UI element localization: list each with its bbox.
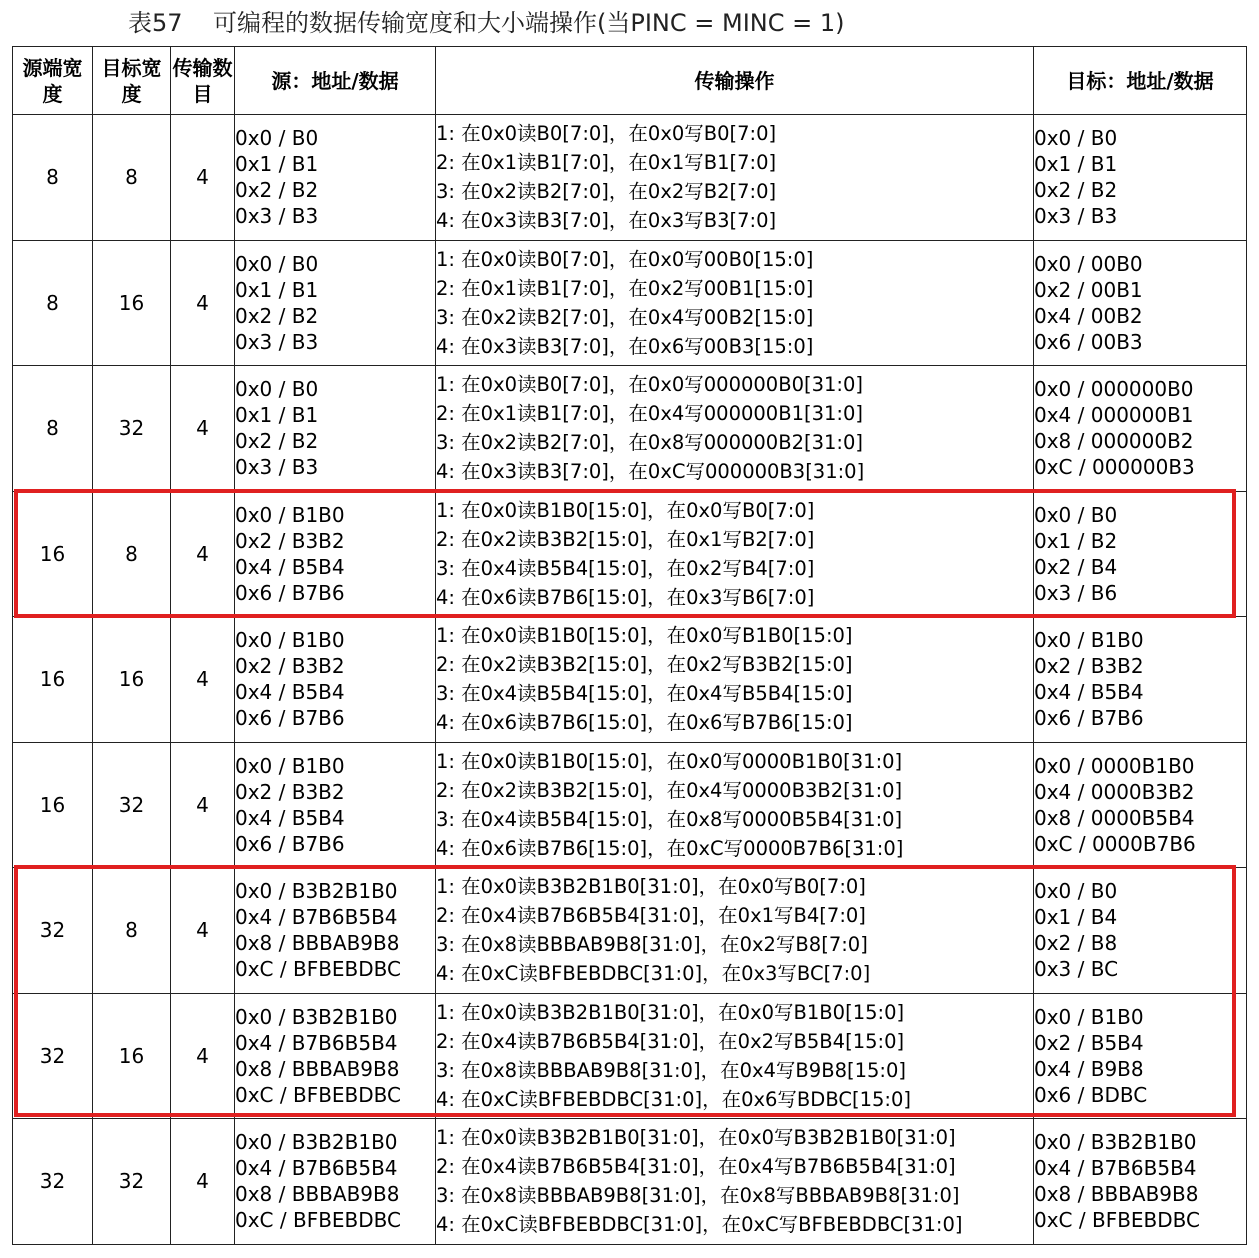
caption-text: 可编程的数据传输宽度和大小端操作(当PINC = MINC = 1) [213,9,845,37]
dst-line: 0x6 / B7B6 [1034,706,1144,731]
src-data-cell [235,491,436,617]
dst-line: 0x0 / B3B2B1B0 [1034,1130,1197,1155]
count-cell: 4 [171,868,235,994]
dst-line: 0x4 / B9B8 [1034,1056,1144,1081]
dst-width-cell: 32 [93,742,171,868]
ops-cell [436,366,1034,492]
op-line: 3: 在0x2读B2[7:0]，在0x8写000000B2[31:0] [436,431,863,455]
op-line: 4: 在0x3读B3[7:0]，在0x6写00B3[15:0] [436,334,814,358]
dst-line: 0x4 / 00B2 [1034,303,1143,328]
src-line: 0x0 / B3B2B1B0 [235,1130,398,1155]
src-line: 0x2 / B2 [235,178,319,203]
dst-line: 0x0 / B1B0 [1034,628,1144,653]
dst-line: 0x2 / B8 [1034,931,1118,956]
op-line: 1: 在0x0读B0[7:0]，在0x0写B0[7:0] [436,122,777,146]
dst-line: 0x8 / 0000B5B4 [1034,805,1195,830]
src-line: 0x8 / BBBAB9B8 [235,1182,400,1207]
ops-cell [436,240,1034,366]
header-count: 传输数目 [171,47,235,115]
dst-line: 0x3 / B6 [1034,580,1118,605]
transfer-table [12,46,1247,1245]
dst-line: 0x0 / B0 [1034,502,1118,527]
dst-line: 0x0 / 0000B1B0 [1034,753,1195,778]
op-line: 3: 在0x4读B5B4[15:0]，在0x4写B5B4[15:0] [436,682,853,706]
dst-line: 0x4 / B5B4 [1034,680,1144,705]
table-row [13,491,1247,617]
dst-data-cell [1034,115,1247,241]
dst-data-cell [1034,240,1247,366]
table-row [13,993,1247,1119]
dst-width-cell: 16 [93,993,171,1119]
count-cell: 4 [171,742,235,868]
dst-line: 0x8 / BBBAB9B8 [1034,1182,1199,1207]
src-line: 0x8 / BBBAB9B8 [235,1056,400,1081]
src-line: 0xC / BFBEBDBC [235,1082,402,1107]
src-data-cell [235,868,436,994]
src-line: 0x0 / B1B0 [235,502,345,527]
dst-line: 0x1 / B2 [1034,528,1118,553]
src-width-cell: 16 [13,491,93,617]
op-line: 2: 在0x1读B1[7:0]，在0x1写B1[7:0] [436,151,777,175]
dst-data-cell [1034,491,1247,617]
src-line: 0x2 / B3B2 [235,528,345,553]
op-line: 1: 在0x0读B0[7:0]，在0x0写000000B0[31:0] [436,373,863,397]
op-line: 3: 在0x8读BBBAB9B8[31:0]，在0x2写B8[7:0] [436,933,868,957]
dst-line: 0x0 / 00B0 [1034,251,1143,276]
src-line: 0x3 / B3 [235,204,319,229]
table-caption [0,0,1259,48]
op-line: 2: 在0x1读B1[7:0]，在0x4写000000B1[31:0] [436,402,863,426]
op-line: 1: 在0x0读B0[7:0]，在0x0写00B0[15:0] [436,247,814,271]
dst-line: 0xC / 000000B3 [1034,455,1195,480]
src-width-cell: 32 [13,993,93,1119]
op-line: 2: 在0x4读B7B6B5B4[31:0]，在0x4写B7B6B5B4[31:0] [436,1155,956,1179]
count-cell: 4 [171,993,235,1119]
op-line: 1: 在0x0读B1B0[15:0]，在0x0写0000B1B0[31:0] [436,749,903,773]
dst-data-cell [1034,742,1247,868]
table-row [13,617,1247,743]
op-line: 4: 在0xC读BFBEBDBC[31:0]，在0x3写BC[7:0] [436,962,871,986]
dst-line: 0x2 / B5B4 [1034,1030,1144,1055]
ops-cell [436,1119,1034,1245]
src-line: 0x2 / B2 [235,303,319,328]
dst-line: 0x4 / B7B6B5B4 [1034,1156,1197,1181]
op-line: 2: 在0x2读B3B2[15:0]，在0x2写B3B2[15:0] [436,653,853,677]
src-line: 0x2 / B2 [235,429,319,454]
count-cell: 4 [171,617,235,743]
src-line: 0x3 / B3 [235,329,319,354]
src-line: 0x0 / B1B0 [235,628,345,653]
dst-line: 0x0 / B0 [1034,126,1118,151]
src-line: 0x0 / B0 [235,377,319,402]
op-line: 2: 在0x2读B3B2[15:0]，在0x1写B2[7:0] [436,527,815,551]
ops-cell [436,993,1034,1119]
op-line: 1: 在0x0读B3B2B1B0[31:0]，在0x0写B1B0[15:0] [436,1000,905,1024]
dst-line: 0x2 / B2 [1034,178,1118,203]
op-line: 3: 在0x2读B2[7:0]，在0x2写B2[7:0] [436,180,777,204]
header-dst-width: 目标宽度 [93,47,171,115]
src-line: 0x0 / B3B2B1B0 [235,1004,398,1029]
count-cell: 4 [171,366,235,492]
src-line: 0x4 / B5B4 [235,554,345,579]
dst-line: 0x4 / 000000B1 [1034,403,1194,428]
caption-label: 表57 [128,9,183,37]
src-line: 0xC / BFBEBDBC [235,957,402,982]
src-width-cell: 8 [13,366,93,492]
op-line: 1: 在0x0读B3B2B1B0[31:0]，在0x0写B3B2B1B0[31:0] [436,1126,956,1150]
header-src-width: 源端宽度 [13,47,93,115]
dst-data-cell [1034,868,1247,994]
op-line: 3: 在0x8读BBBAB9B8[31:0]，在0x4写B9B8[15:0] [436,1058,906,1082]
dst-line: 0x0 / 000000B0 [1034,377,1194,402]
src-line: 0x6 / B7B6 [235,706,345,731]
ops-cell [436,115,1034,241]
src-data-cell [235,1119,436,1245]
src-line: 0x4 / B7B6B5B4 [235,905,398,930]
dst-data-cell [1034,1119,1247,1245]
op-line: 4: 在0x6读B7B6[15:0]，在0x3写B6[7:0] [436,585,815,609]
src-line: 0xC / BFBEBDBC [235,1208,402,1233]
op-line: 1: 在0x0读B1B0[15:0]，在0x0写B1B0[15:0] [436,624,853,648]
header-src-data: 源：地址/数据 [235,47,436,115]
dst-line: 0x1 / B1 [1034,152,1118,177]
ops-cell [436,868,1034,994]
dst-line: 0x0 / B0 [1034,879,1118,904]
src-line: 0x4 / B7B6B5B4 [235,1156,398,1181]
op-line: 3: 在0x2读B2[7:0]，在0x4写00B2[15:0] [436,305,814,329]
op-line: 1: 在0x0读B1B0[15:0]，在0x0写B0[7:0] [436,498,815,522]
op-line: 1: 在0x0读B3B2B1B0[31:0]，在0x0写B0[7:0] [436,875,866,899]
op-line: 2: 在0x4读B7B6B5B4[31:0]，在0x2写B5B4[15:0] [436,1029,905,1053]
ops-cell [436,617,1034,743]
op-line: 2: 在0x1读B1[7:0]，在0x2写00B1[15:0] [436,276,814,300]
src-data-cell [235,742,436,868]
table-row [13,115,1247,241]
src-width-cell: 32 [13,868,93,994]
dst-data-cell [1034,617,1247,743]
dst-line: 0x6 / 00B3 [1034,329,1143,354]
op-line: 2: 在0x2读B3B2[15:0]，在0x4写0000B3B2[31:0] [436,778,903,802]
dst-line: 0x3 / B3 [1034,204,1118,229]
src-line: 0x6 / B7B6 [235,831,345,856]
src-line: 0x1 / B1 [235,277,319,302]
dst-line: 0x6 / BDBC [1034,1082,1148,1107]
op-line: 4: 在0x3读B3[7:0]，在0xC写000000B3[31:0] [436,460,865,484]
dst-line: 0x2 / B3B2 [1034,654,1144,679]
op-line: 3: 在0x8读BBBAB9B8[31:0]，在0x8写BBBAB9B8[31:0] [436,1184,960,1208]
count-cell: 4 [171,491,235,617]
dst-line: 0xC / BFBEBDBC [1034,1208,1201,1233]
src-line: 0x0 / B0 [235,251,319,276]
src-data-cell [235,617,436,743]
src-line: 0x1 / B1 [235,152,319,177]
src-line: 0x0 / B1B0 [235,753,345,778]
dst-width-cell: 16 [93,240,171,366]
src-line: 0x2 / B3B2 [235,654,345,679]
table-row [13,1119,1247,1245]
src-data-cell [235,366,436,492]
src-width-cell: 16 [13,742,93,868]
dst-line: 0xC / 0000B7B6 [1034,831,1196,856]
dst-width-cell: 32 [93,366,171,492]
src-line: 0x0 / B0 [235,126,319,151]
src-width-cell: 16 [13,617,93,743]
op-line: 3: 在0x4读B5B4[15:0]，在0x8写0000B5B4[31:0] [436,807,903,831]
op-line: 4: 在0xC读BFBEBDBC[31:0]，在0x6写BDBC[15:0] [436,1087,911,1111]
table-row [13,366,1247,492]
table-row [13,868,1247,994]
src-line: 0x6 / B7B6 [235,580,345,605]
src-line: 0x1 / B1 [235,403,319,428]
dst-width-cell: 8 [93,491,171,617]
dst-width-cell: 8 [93,115,171,241]
op-line: 4: 在0x3读B3[7:0]，在0x3写B3[7:0] [436,209,777,233]
ops-cell [436,491,1034,617]
dst-line: 0x3 / BC [1034,957,1119,982]
src-line: 0x4 / B5B4 [235,805,345,830]
dst-width-cell: 8 [93,868,171,994]
header-dst-data: 目标：地址/数据 [1034,47,1247,115]
dst-data-cell [1034,993,1247,1119]
src-width-cell: 8 [13,240,93,366]
count-cell: 4 [171,240,235,366]
table-row [13,240,1247,366]
src-line: 0x8 / BBBAB9B8 [235,931,400,956]
src-line: 0x4 / B5B4 [235,680,345,705]
dst-data-cell [1034,366,1247,492]
dst-line: 0x8 / 000000B2 [1034,429,1194,454]
dst-line: 0x1 / B4 [1034,905,1118,930]
count-cell: 4 [171,115,235,241]
op-line: 4: 在0x6读B7B6[15:0]，在0x6写B7B6[15:0] [436,711,853,735]
dst-line: 0x2 / 00B1 [1034,277,1143,302]
src-line: 0x4 / B7B6B5B4 [235,1030,398,1055]
src-data-cell [235,240,436,366]
src-line: 0x2 / B3B2 [235,779,345,804]
op-line: 4: 在0xC读BFBEBDBC[31:0]，在0xC写BFBEBDBC[31:0] [436,1213,963,1237]
src-width-cell: 8 [13,115,93,241]
src-width-cell: 32 [13,1119,93,1245]
dst-width-cell: 16 [93,617,171,743]
op-line: 4: 在0x6读B7B6[15:0]，在0xC写0000B7B6[31:0] [436,836,904,860]
dst-line: 0x4 / 0000B3B2 [1034,779,1195,804]
op-line: 3: 在0x4读B5B4[15:0]，在0x2写B4[7:0] [436,556,815,580]
ops-cell [436,742,1034,868]
header-row [13,47,1247,115]
dst-line: 0x2 / B4 [1034,554,1118,579]
src-line: 0x3 / B3 [235,455,319,480]
header-ops: 传输操作 [436,47,1034,115]
op-line: 2: 在0x4读B7B6B5B4[31:0]，在0x1写B4[7:0] [436,904,866,928]
dst-width-cell: 32 [93,1119,171,1245]
src-line: 0x0 / B3B2B1B0 [235,879,398,904]
src-data-cell [235,993,436,1119]
dst-line: 0x0 / B1B0 [1034,1004,1144,1029]
src-data-cell [235,115,436,241]
table-row [13,742,1247,868]
count-cell: 4 [171,1119,235,1245]
